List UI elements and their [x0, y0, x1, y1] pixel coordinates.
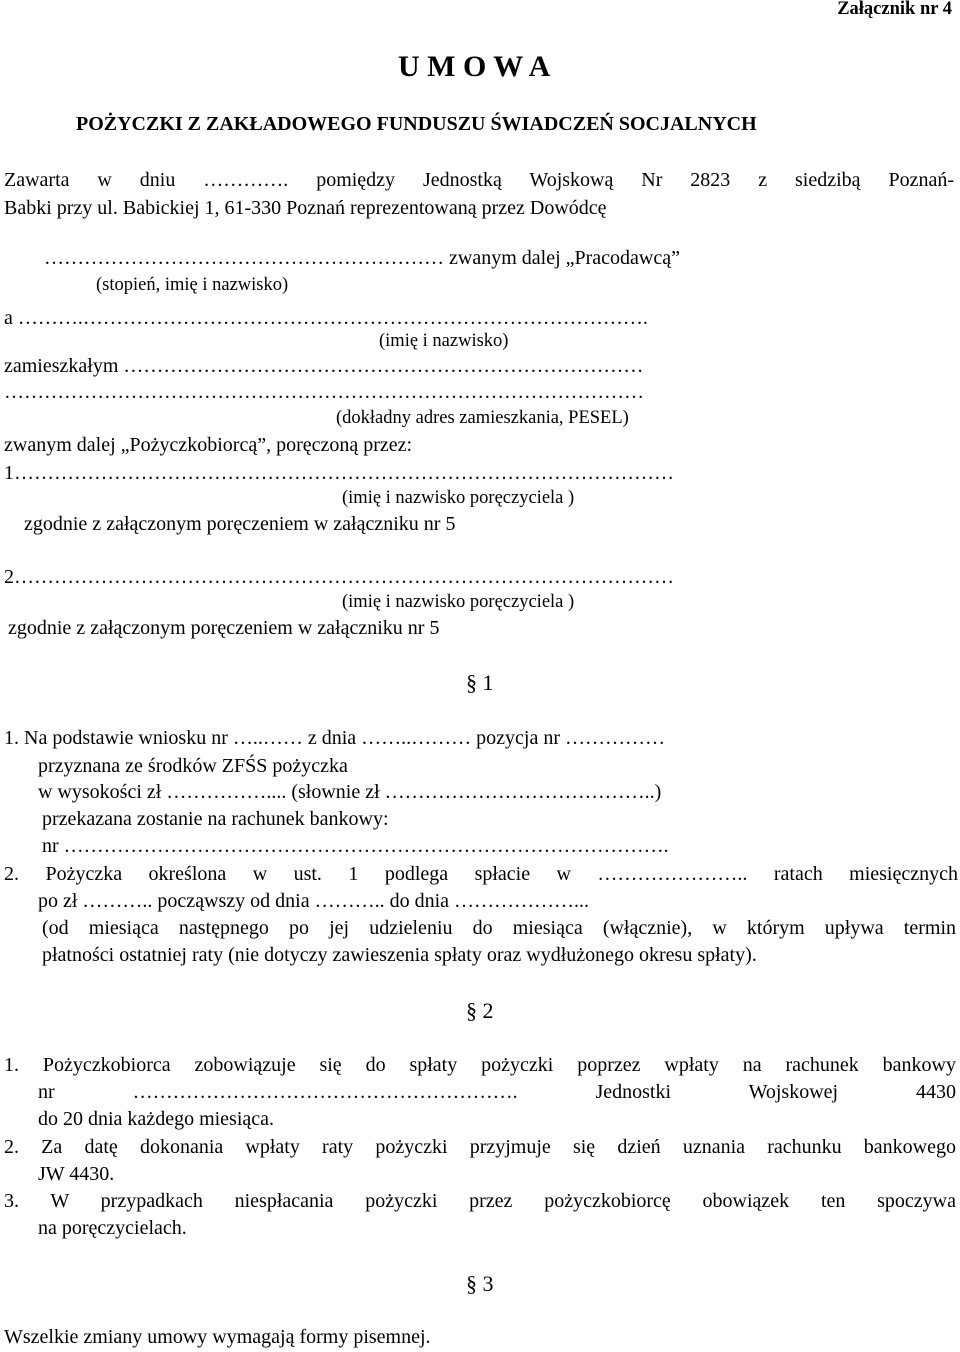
borrower-named: zwanym dalej „Pożyczkobiorcą”, poręczoną przez: — [4, 434, 413, 456]
borrower-line: a ……….…………………………………………………………………………. — [4, 307, 648, 329]
s2-p2-line-1: 2. Za datę dokonania wpłaty raty pożyczki przyjmuje się dzień uznania rachunku bankowego — [4, 1136, 956, 1158]
document-title: U M O W A — [398, 50, 551, 83]
guarantor-1-note: zgodnie z załączonym poręczeniem w załączniku nr 5 — [24, 513, 456, 535]
s1-p1-line-5: nr ………………………………………………………………………………. — [42, 835, 669, 857]
s1-p2-line-2: po zł ……….. począwszy od dnia ……….. do dnia ………………... — [38, 890, 590, 912]
s2-p1-line-3: do 20 dnia każdego miesiąca. — [38, 1108, 275, 1130]
s1-p1-line-2: przyznana ze środków ZFŚS pożyczka — [38, 755, 348, 777]
s1-p1-line-1: 1. Na podstawie wniosku nr …..…… z dnia ……..……… pozycja nr …………… — [4, 727, 666, 749]
residence-line: zamieszkałym …………………………………………………………………… — [4, 355, 644, 377]
employer-line: …………………………………………………… zwanym dalej „Pracodawcą” — [44, 247, 680, 269]
guarantor-1-line: 1……………………………………………………………………………………… — [4, 462, 674, 484]
guarantor-2-line: 2……………………………………………………………………………………… — [4, 566, 674, 588]
employer-caption: (stopień, imię i nazwisko) — [96, 275, 289, 295]
guarantor-1-caption: (imię i nazwisko poręczyciela ) — [342, 488, 575, 508]
attachment-label: Załącznik nr 4 — [837, 0, 952, 19]
residence-caption: (dokładny adres zamieszkania, PESEL) — [336, 408, 629, 428]
residence-line-2: …………………………………………………………………………………… — [4, 381, 644, 403]
guarantor-2-note: zgodnie z załączonym poręczeniem w załączniku nr 5 — [8, 617, 440, 639]
guarantor-2-caption: (imię i nazwisko poręczyciela ) — [342, 592, 575, 612]
s1-p1-line-4: przekazana zostanie na rachunek bankowy: — [42, 808, 389, 830]
s1-p2-line-1: 2. Pożyczka określona w ust. 1 podlega spłacie w ………………….. ratach miesięcznych — [4, 863, 958, 885]
s1-p1-line-3: w wysokości zł …………….... (słownie zł …………………………………..) — [38, 781, 662, 803]
section-2-heading: § 2 — [466, 998, 494, 1023]
s1-p2-line-3: (od miesiąca następnego po jej udzieleniu do miesiąca (włącznie), w którym upływa termin — [42, 917, 956, 939]
intro-line-2: Babki przy ul. Babickiej 1, 61-330 Poznań reprezentowaną przez Dowódcę — [4, 197, 607, 219]
intro-line-1: Zawarta w dniu …………. pomiędzy Jednostką Wojskową Nr 2823 z siedzibą Poznań- — [4, 169, 954, 191]
s2-p3-line-1: 3. W przypadkach niespłacania pożyczki przez pożyczkobiorcę obowiązek ten spoczywa — [4, 1190, 956, 1212]
section-3-heading: § 3 — [466, 1271, 494, 1296]
s2-p1-line-2: nr …………………………………………………. Jednostki Wojskowej 4430 — [38, 1081, 956, 1103]
s2-p2-line-2: JW 4430. — [38, 1163, 115, 1185]
s1-p2-line-4: płatności ostatniej raty (nie dotyczy zawieszenia spłaty oraz wydłużonego okresu spłaty). — [42, 944, 757, 966]
section-1-heading: § 1 — [466, 670, 494, 695]
document-subtitle: POŻYCZKI Z ZAKŁADOWEGO FUNDUSZU ŚWIADCZEŃ SOCJALNYCH — [76, 113, 757, 135]
s2-p3-line-2: na poręczycielach. — [38, 1217, 187, 1239]
s3-p1: Wszelkie zmiany umowy wymagają formy pisemnej. — [4, 1326, 431, 1348]
s2-p1-line-1: 1. Pożyczkobiorca zobowiązuje się do spłaty pożyczki poprzez wpłaty na rachunek bankowy — [4, 1054, 956, 1076]
borrower-caption: (imię i nazwisko) — [379, 331, 509, 351]
